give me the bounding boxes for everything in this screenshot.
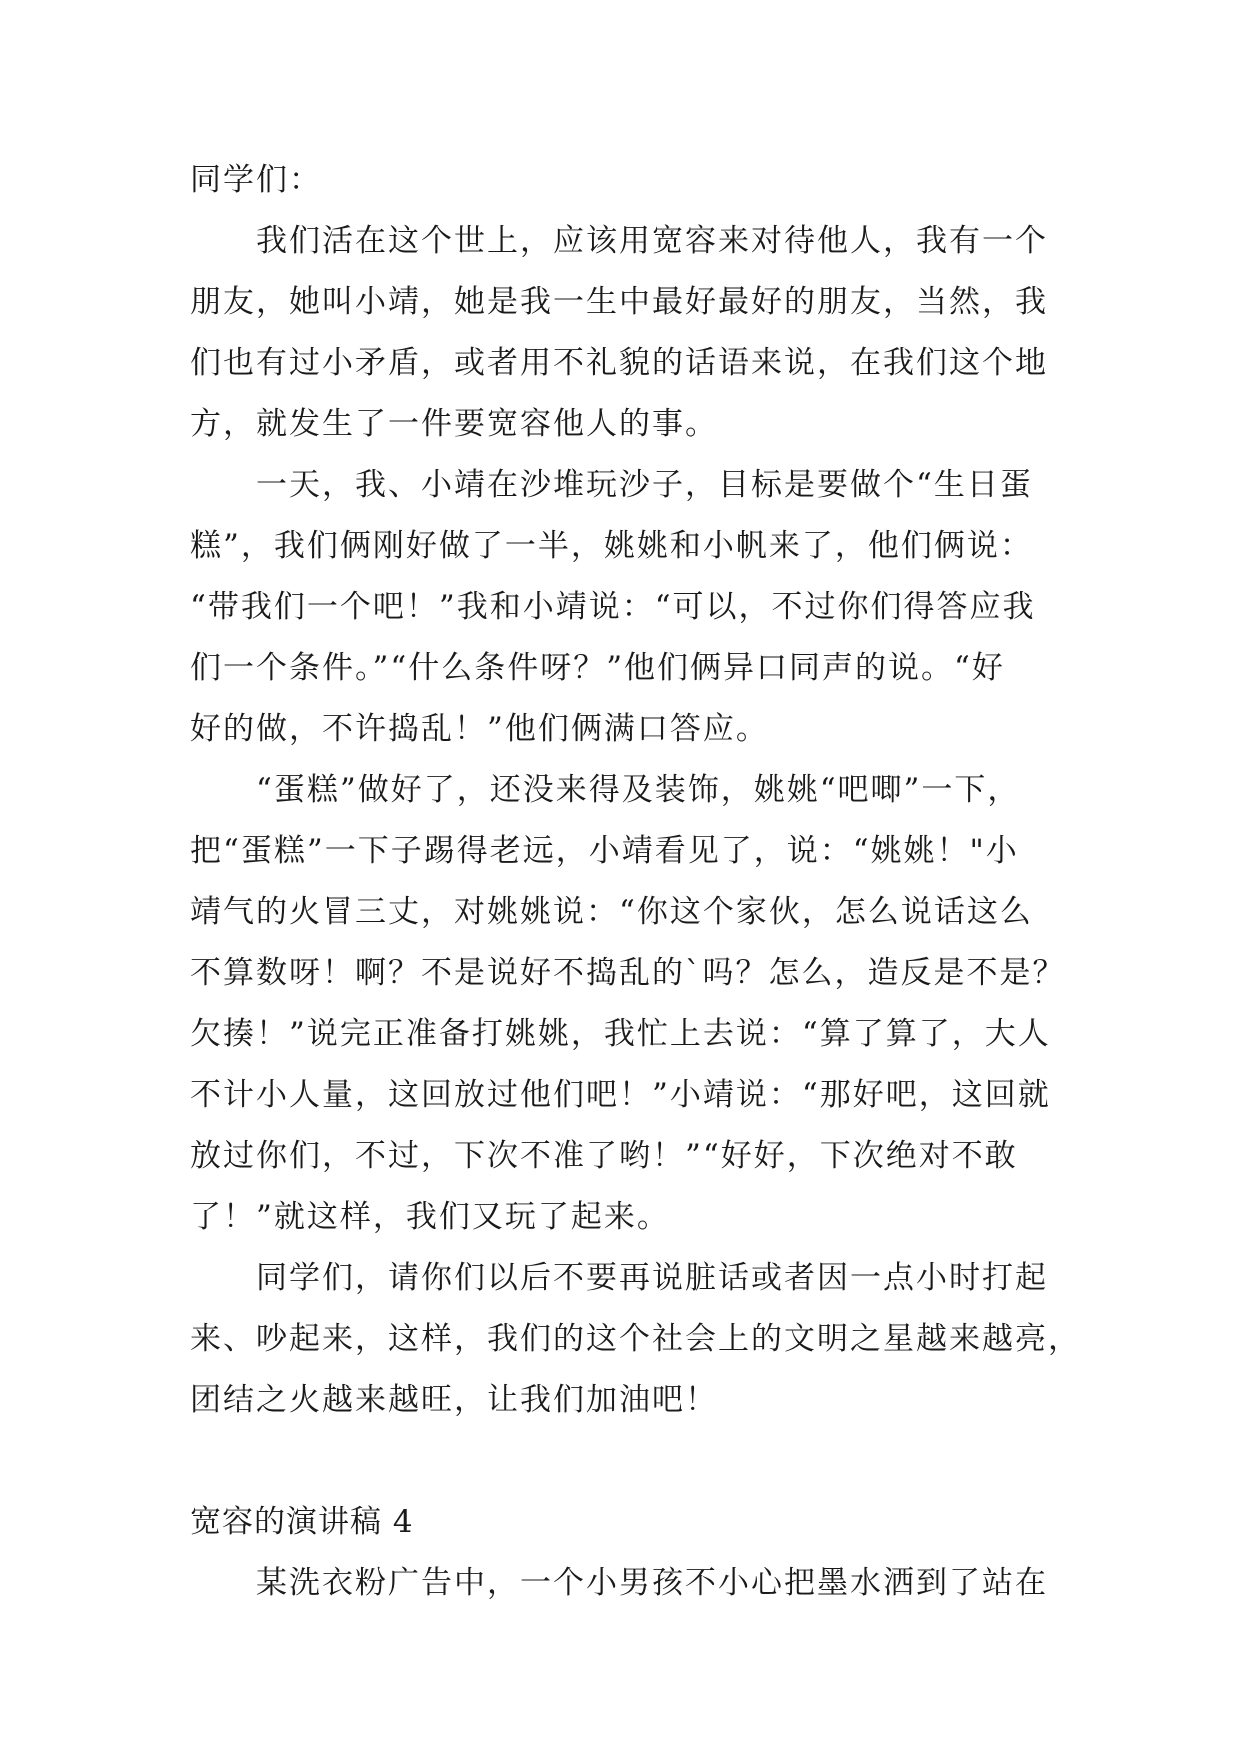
section-heading: 宽容的演讲稿 4: [190, 1504, 414, 1540]
paragraph-line: 糕”，我们俩刚好做了一半，姚姚和小帆来了，他们俩说：: [190, 528, 1033, 564]
paragraph-line: 不算数呀！啊？不是说好不捣乱的`吗？怎么，造反是不是？: [190, 955, 1066, 991]
paragraph-line: 靖气的火冒三丈，对姚姚说：“你这个家伙，怎么说话这么: [190, 894, 1033, 930]
paragraph-line: 把“蛋糕”一下子踢得老远，小靖看见了，说：“姚姚！"小: [190, 833, 1019, 869]
paragraph-line: 方，就发生了一件要宽容他人的事。: [190, 406, 718, 442]
paragraph-line: 欠揍！”说完正准备打姚姚，我忙上去说：“算了算了，大人: [190, 1016, 1051, 1052]
paragraph-line: 们一个条件。”“什么条件呀？”他们俩异口同声的说。“好: [190, 650, 1005, 686]
paragraph-line: 们也有过小矛盾，或者用不礼貌的话语来说，在我们这个地: [190, 345, 1048, 381]
document-page: [190, 150, 1081, 1614]
paragraph-line: 某洗衣粉广告中，一个小男孩不小心把墨水洒到了站在: [256, 1565, 1048, 1601]
paragraph-1: [190, 211, 1050, 455]
paragraph-line: 同学们，请你们以后不要再说脏话或者因一点小时打起: [256, 1260, 1048, 1296]
salutation: 同学们：: [190, 162, 322, 198]
paragraph-2: [190, 455, 1050, 760]
paragraph-line: 不计小人量，这回放过他们吧！”小靖说：“那好吧，这回就: [190, 1077, 1051, 1113]
paragraph-line: 朋友，她叫小靖，她是我一生中最好最好的朋友，当然，我: [190, 284, 1048, 320]
paragraph-line: “带我们一个吧！”我和小靖说：“可以，不过你们得答应我: [190, 589, 1036, 625]
paragraph-line: 来、吵起来，这样，我们的这个社会上的文明之星越来越亮，: [190, 1321, 1081, 1357]
paragraph-line: 一天，我、小靖在沙堆玩沙子，目标是要做个“生日蛋: [256, 467, 1033, 503]
paragraph-line: 团结之火越来越旺，让我们加油吧！: [190, 1382, 718, 1418]
paragraph-line: 放过你们，不过，下次不准了哟！”“好好，下次绝对不敢: [190, 1138, 1018, 1174]
blank-line: [190, 1431, 1050, 1492]
paragraph-4: [190, 1248, 1081, 1431]
paragraph-line: 好的做，不许捣乱！”他们俩满口答应。: [190, 711, 769, 747]
paragraph-line: “蛋糕”做好了，还没来得及装饰，姚姚“吧唧”一下，: [256, 772, 1021, 808]
paragraph-3: [190, 760, 1066, 1248]
paragraph-line: 了！”就这样，我们又玩了起来。: [190, 1199, 670, 1235]
paragraph-line: 我们活在这个世上，应该用宽容来对待他人，我有一个: [256, 223, 1048, 259]
